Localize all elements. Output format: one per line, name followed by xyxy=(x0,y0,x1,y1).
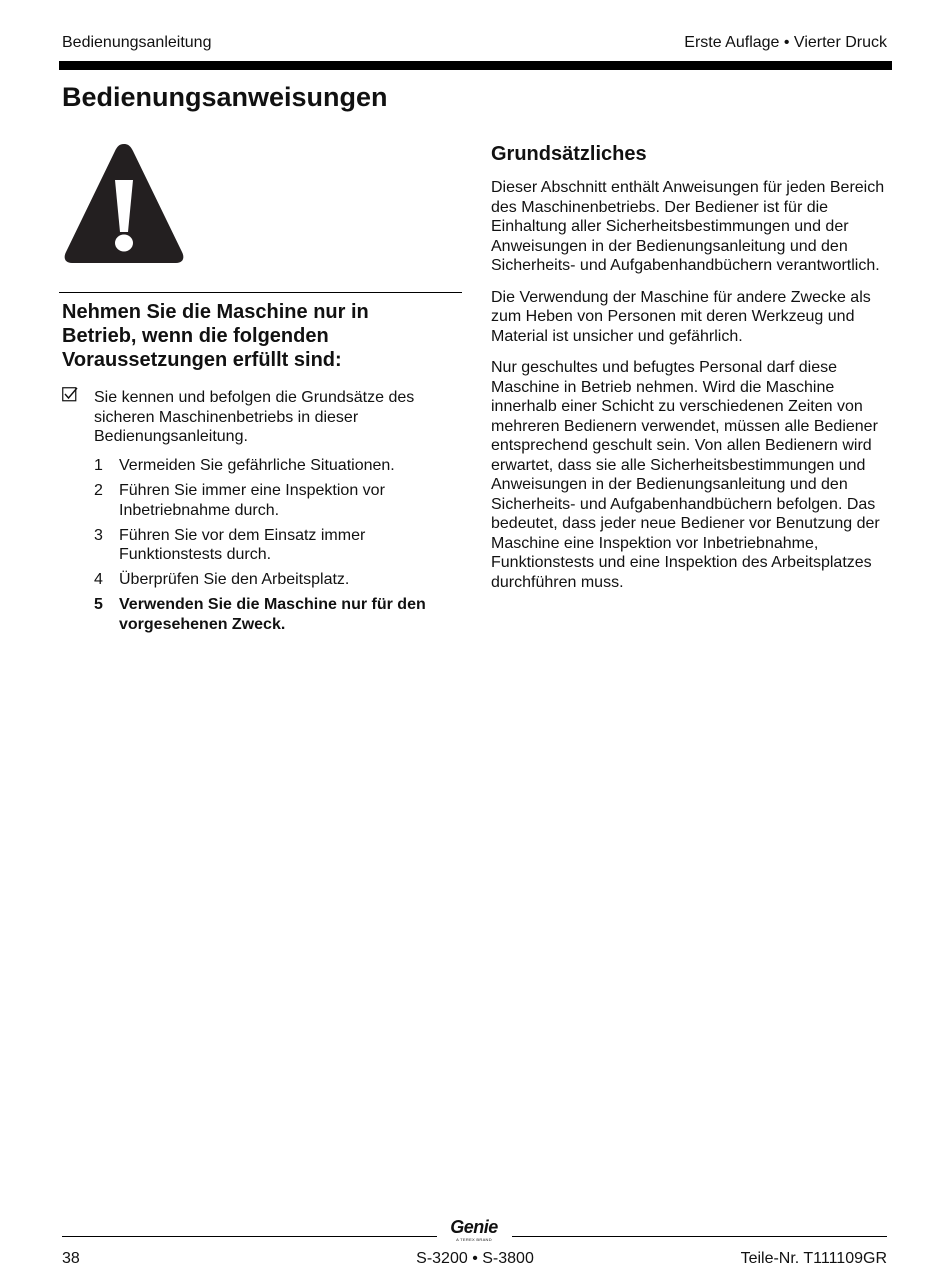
paragraph: Die Verwendung der Maschine für andere Zwecke als zum Heben von Personen mit deren Werkzeug und Material ist unsicher und gefährlich. xyxy=(491,288,871,345)
checkbox-checked-icon xyxy=(62,387,78,403)
part-number: Teile-Nr. T111109GR xyxy=(740,1250,887,1267)
footer-rule-right xyxy=(512,1236,887,1237)
warning-icon xyxy=(62,142,186,266)
safety-steps-list xyxy=(94,456,454,640)
step-number: 5 xyxy=(94,596,103,613)
step-number: 3 xyxy=(94,526,103,544)
general-body xyxy=(491,178,901,604)
header-rule xyxy=(59,61,892,70)
page-title: Bedienungsanweisungen xyxy=(62,82,388,112)
general-heading: Grundsätzliches xyxy=(491,143,647,165)
running-header-right: Erste Auflage • Vierter Druck xyxy=(684,34,887,51)
running-header-left: Bedienungsanleitung xyxy=(62,34,212,51)
step-text: Führen Sie vor dem Einsatz immer Funktionstests durch. xyxy=(119,526,366,563)
list-item xyxy=(94,595,454,634)
step-text: Verwenden Sie die Maschine nur für den vorgesehenen Zweck. xyxy=(119,596,426,633)
list-item xyxy=(94,481,454,520)
footer-rule-left xyxy=(62,1236,437,1237)
logo-wordmark: Genie xyxy=(450,1217,498,1237)
list-item xyxy=(94,570,454,590)
page-number: 38 xyxy=(62,1250,80,1267)
model-label: S-3200 • S-3800 xyxy=(416,1250,534,1267)
logo-subtext: A TEREX BRAND xyxy=(456,1237,492,1242)
step-text: Überprüfen Sie den Arbeitsplatz. xyxy=(119,571,350,588)
step-number: 2 xyxy=(94,482,103,499)
checklist-text: Sie kennen und befolgen die Grundsätze des sicheren Maschinenbetriebs in dieser Bedienungsanleitung. xyxy=(94,389,415,445)
list-item xyxy=(94,526,454,565)
genie-logo xyxy=(440,1217,508,1242)
step-number: 4 xyxy=(94,571,103,588)
paragraph: Dieser Abschnitt enthält Anweisungen für jeden Bereich des Maschinenbetriebs. Der Bediener ist für die Einhaltung aller Sicherheitsbestimmungen und der Anweisungen in der Bedienungsanleitung und den Sicherheits- und Aufgabenhandbüchern verantwortlich. xyxy=(491,179,885,274)
prerequisites-heading: Nehmen Sie die Maschine nur in Betrieb, wenn die folgenden Voraussetzungen erfüllt sind: xyxy=(62,301,369,371)
step-text: Vermeiden Sie gefährliche Situationen. xyxy=(119,457,395,474)
section-rule xyxy=(59,292,462,293)
step-number: 1 xyxy=(94,457,103,474)
paragraph: Nur geschultes und befugtes Personal darf diese Maschine in Betrieb nehmen. Wird die Maschine innerhalb einer Schicht zu verschiedenen Zeiten von mehreren Bedienern verwendet, müssen alle Bediener entsprechend geschult sein. Von allen Bedienern wird erwartet, dass sie alle Sicherheitsbestimmungen und Anweisungen in der Bedienungsanleitung und den Sicherheits- und Aufgabenhandbüchern befolgen. Das bedeutet, dass jeder neue Bediener vor Benutzung der Maschine eine Inspektion vor Inbetriebnahme, Funktionstests und eine Inspektion des Arbeitsplatzes durchführen muss. xyxy=(491,359,880,591)
step-text: Führen Sie immer eine Inspektion vor Inbetriebnahme durch. xyxy=(119,482,385,519)
list-item xyxy=(94,456,454,476)
